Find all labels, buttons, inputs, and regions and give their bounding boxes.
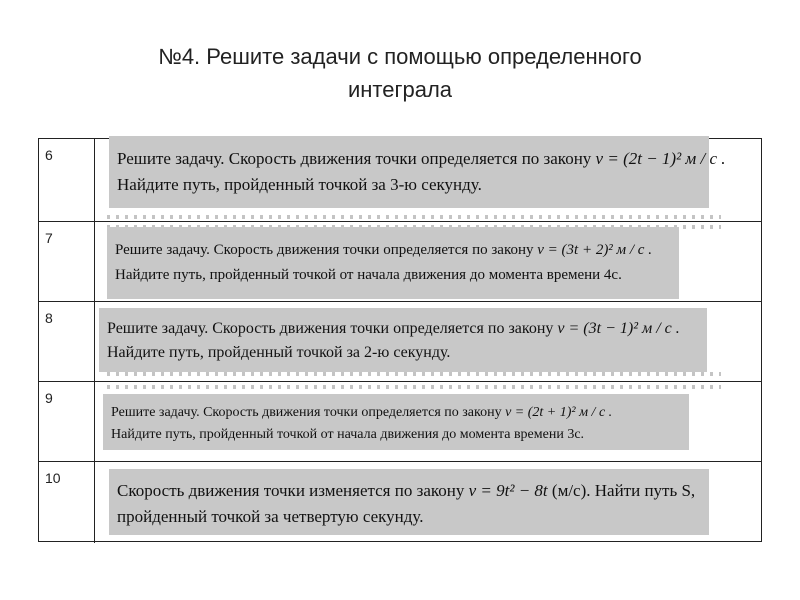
velocity-formula: v = (2t + 1)² м / с . — [505, 405, 613, 420]
task-number: 9 — [39, 382, 95, 461]
task-text-block — [103, 394, 689, 450]
title-line-2: интеграла — [347, 77, 453, 102]
velocity-formula: v = 9t² − 8t — [468, 481, 548, 500]
task-line-2: Найдите путь, пройденный точкой от начала движения до момента времени 4с. — [115, 267, 622, 283]
task-statement: Решите задачу. Скорость движения точки определяется по закону — [107, 320, 554, 337]
velocity-formula: v = (3t + 2)² м / с . — [537, 242, 652, 258]
task-number: 6 — [39, 139, 95, 221]
task-line-2: Найдите путь, пройденный точкой за 3-ю секунду. — [117, 175, 482, 194]
table-row-9 — [39, 382, 761, 462]
task-line-1 — [115, 238, 671, 263]
task-text-block — [109, 136, 726, 208]
task-number: 10 — [39, 462, 95, 543]
scan-artifact — [107, 385, 721, 389]
task-number: 7 — [39, 222, 95, 301]
table-row-7 — [39, 222, 761, 302]
task-line-1 — [111, 402, 681, 424]
table-row-8 — [39, 302, 761, 382]
task-statement: Решите задачу. Скорость движения точки определяется по закону — [117, 149, 592, 168]
velocity-formula: v = (3t − 1)² м / с . — [557, 320, 680, 337]
task-text-block — [107, 227, 679, 299]
tasks-table — [38, 138, 762, 542]
task-number: 8 — [39, 302, 95, 381]
slide-title — [60, 40, 740, 106]
task-line-2: Найдите путь, пройденный точкой за 2-ю секунду. — [107, 344, 451, 361]
task-statement: Скорость движения точки изменяется по закону — [117, 481, 465, 500]
task-text-block — [99, 308, 707, 372]
scan-artifact — [107, 215, 721, 219]
task-line-1 — [117, 478, 701, 504]
task-statement: Решите задачу. Скорость движения точки определяется по закону — [115, 242, 534, 258]
task-line-1 — [117, 146, 726, 172]
table-row-6 — [39, 139, 761, 222]
task-statement: Решите задачу. Скорость движения точки определяется по закону — [111, 405, 502, 420]
task-statement-tail: (м/с). Найти путь S, — [551, 481, 696, 500]
velocity-formula: v = (2t − 1)² м / с . — [595, 149, 726, 168]
task-line-2: Найдите путь, пройденный точкой от начала движения до момента времени 3с. — [111, 427, 585, 442]
title-line-1: №4. Решите задачи с помощью определенного — [158, 44, 642, 69]
task-line-1 — [107, 317, 699, 341]
task-text-block — [109, 469, 709, 535]
task-line-2: пройденный точкой за четвертую секунду. — [117, 507, 424, 526]
scan-artifact — [107, 372, 721, 376]
table-row-10 — [39, 462, 761, 543]
